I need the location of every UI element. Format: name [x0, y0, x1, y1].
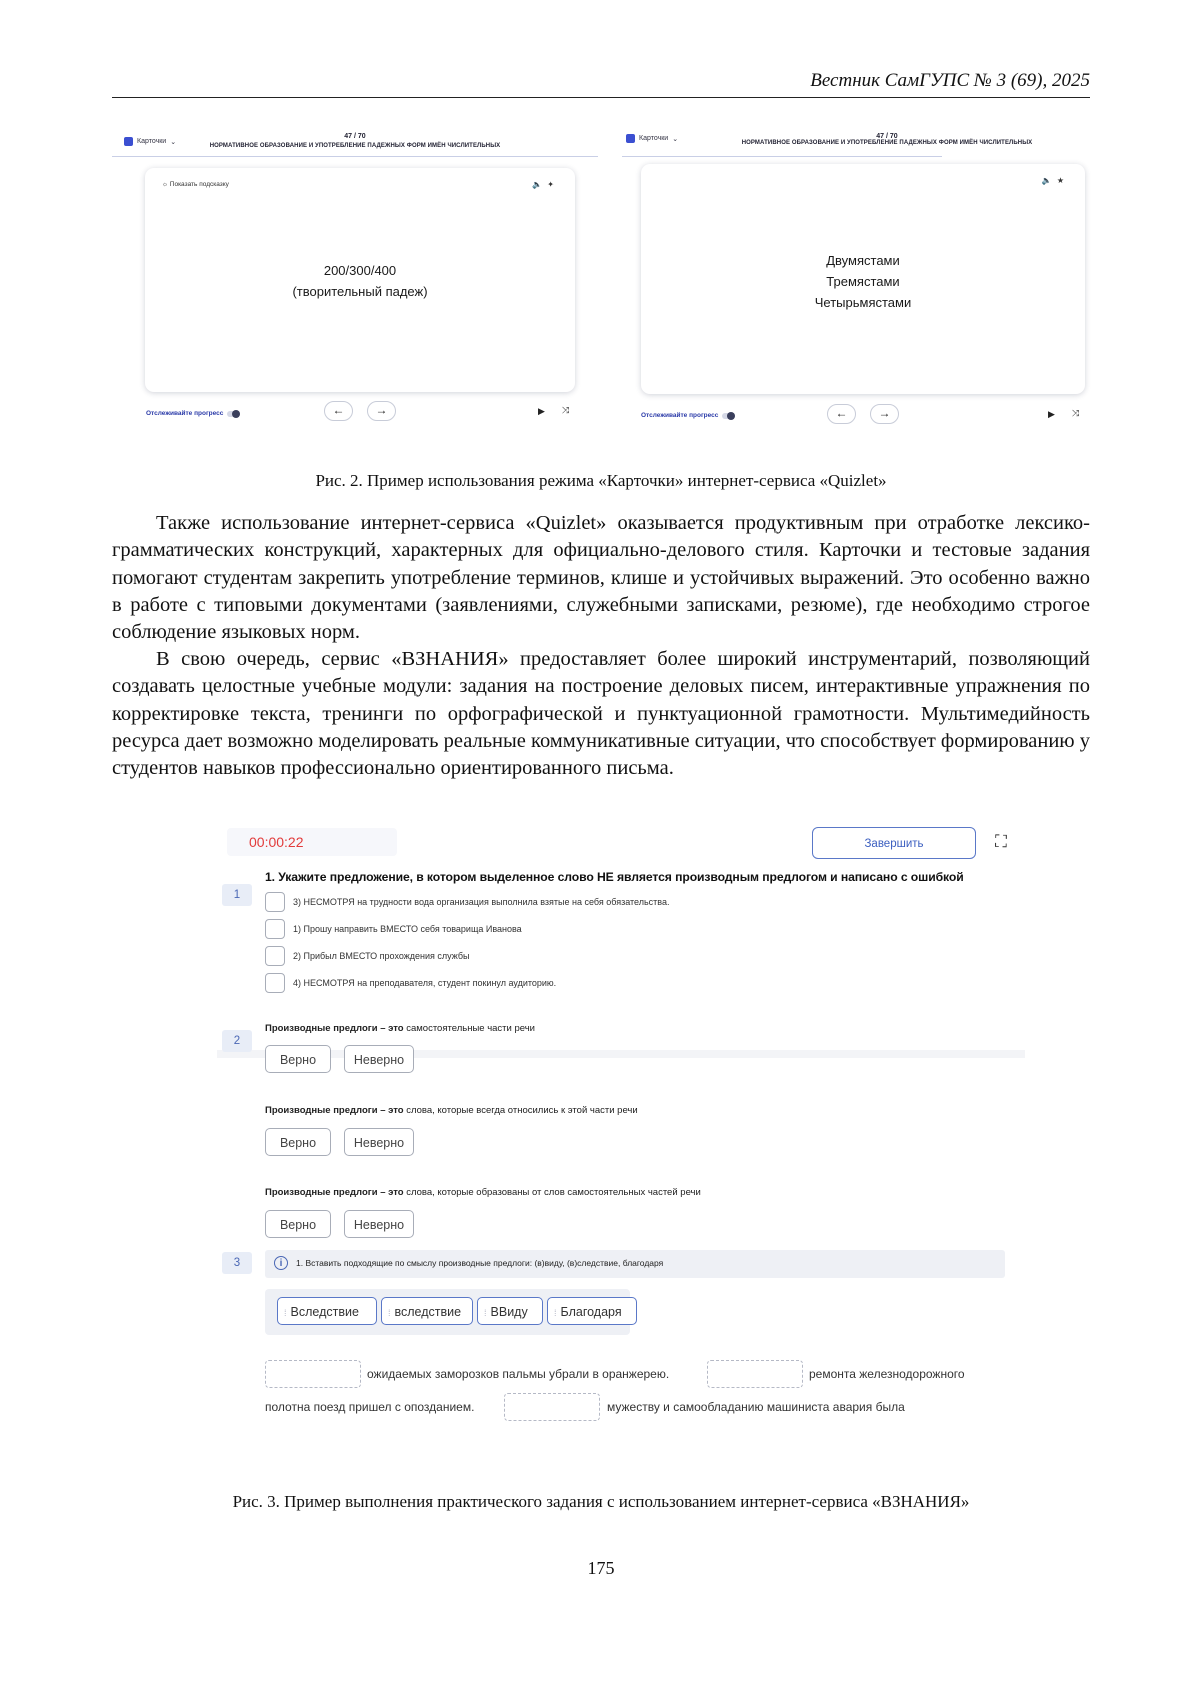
shuffle-icon[interactable]: ⤨ [1072, 408, 1080, 418]
answer-option[interactable] [265, 973, 556, 993]
sentence-text: полотна поезд пришел с опозданием. [265, 1400, 475, 1414]
timer: 00:00:22 [227, 828, 397, 856]
drag-handle-icon: ⁞ [388, 1308, 391, 1318]
question-number: 1 [222, 884, 252, 906]
vznaniya-screenshot [217, 820, 1025, 1470]
statement [265, 1105, 638, 1116]
sound-icon[interactable]: 🔈 [532, 180, 548, 189]
next-card-button[interactable]: → [367, 401, 396, 421]
toggle-switch[interactable] [227, 411, 240, 417]
prev-card-button[interactable]: ← [827, 404, 856, 424]
page-number: 175 [587, 1558, 615, 1578]
shuffle-icon[interactable]: ⤨ [562, 405, 570, 415]
play-icon[interactable]: ▶ [538, 406, 545, 416]
draggable-word[interactable] [381, 1297, 473, 1325]
question-number: 2 [222, 1030, 252, 1052]
star-icon[interactable]: ★ [1056, 176, 1069, 185]
question-title: 1. Укажите предложение, в котором выделенное слово НЕ является производным предлогом и написано с ошибкой [265, 870, 964, 884]
drop-slot[interactable] [707, 1360, 803, 1388]
drop-slot[interactable] [504, 1393, 600, 1421]
body-paragraph: В свою очередь, сервис «ВЗНАНИЯ» предоставляет более широкий инструментарий, позволяющий создавать целостные учебные модули: задания на построение деловых писем, интерактивные упражнения по корректировке текста, тренинги по орфографической и пунктуационной грамотности. Мультимедийность ресурса дает возможно моделировать реальные коммуникативные ситуации, что способствует формированию у студентов навыков профессионально ориентированного письма. [112, 648, 1090, 780]
figure-3-caption: Рис. 3. Пример выполнения практического задания с использованием интернет-сервиса «ВЗНАНИЯ» [232, 1492, 970, 1511]
card-line: Двумястами [826, 253, 900, 268]
next-card-button[interactable]: → [870, 404, 899, 424]
test-toolbar [217, 820, 1025, 868]
card-line: (творительный падеж) [292, 284, 428, 299]
true-button[interactable]: Верно [265, 1128, 331, 1156]
set-title: НОРМАТИВНОЕ ОБРАЗОВАНИЕ И УПОТРЕБЛЕНИЕ ПАДЕЖНЫХ ФОРМ ИМЁН ЧИСЛИТЕЛЬНЫХ [741, 140, 1033, 146]
deck-label: Карточки [137, 138, 167, 145]
prev-card-button[interactable]: ← [324, 401, 353, 421]
statement-lead: Производные предлоги – это [265, 1187, 404, 1198]
track-progress-label: Отслеживайте прогресс [146, 410, 224, 417]
quizlet-screenshot-right [622, 128, 1092, 428]
statement [265, 1023, 535, 1034]
checkbox[interactable] [265, 892, 285, 912]
chevron-down-icon: ⌄ [672, 135, 679, 143]
checkbox[interactable] [265, 973, 285, 993]
true-button[interactable]: Верно [265, 1045, 331, 1073]
statement [265, 1187, 701, 1198]
draggable-word[interactable] [277, 1297, 377, 1325]
set-title: НОРМАТИВНОЕ ОБРАЗОВАНИЕ И УПОТРЕБЛЕНИЕ ПАДЕЖНЫХ ФОРМ ИМЁН ЧИСЛИТЕЛЬНЫХ [209, 143, 501, 149]
false-button[interactable]: Неверно [344, 1128, 414, 1156]
card-line: Тремястами [826, 274, 900, 289]
checkbox[interactable] [265, 946, 285, 966]
lightbulb-icon: ☼ [162, 181, 168, 188]
running-head: Вестник СамГУПС № 3 (69), 2025 [810, 70, 1090, 91]
flashcard[interactable] [641, 164, 1085, 394]
card-counter: 47 / 70 [344, 133, 366, 140]
card-actions [1042, 176, 1069, 185]
option-label: 4) НЕСМОТРЯ на преподавателя, студент покинул аудиторию. [293, 978, 557, 988]
hint-label: Показать подсказку [169, 181, 229, 188]
draggable-word[interactable] [477, 1297, 543, 1325]
answer-option[interactable] [265, 946, 470, 966]
drag-handle-icon: ⁞ [284, 1308, 287, 1318]
statement-lead: Производные предлоги – это [265, 1023, 404, 1034]
drag-handle-icon: ⁞ [554, 1308, 557, 1318]
word-label: Вследствие [290, 1305, 359, 1319]
statement-rest: слова, которые всегда относились к этой части речи [403, 1105, 638, 1116]
quizlet-topbar [112, 128, 598, 157]
quizlet-screenshot-left [112, 128, 598, 428]
checkbox[interactable] [265, 919, 285, 939]
statement-rest: самостоятельные части речи [403, 1023, 535, 1034]
answer-option[interactable] [265, 892, 670, 912]
deck-selector[interactable] [626, 134, 678, 143]
question-number: 3 [222, 1252, 252, 1274]
sentence-text: мужеству и самообладанию машиниста авария была [607, 1400, 905, 1414]
word-label: вследствие [394, 1305, 462, 1319]
statement-lead: Производные предлоги – это [265, 1105, 404, 1116]
instruction-text: 1. Вставить подходящие по смыслу производные предлоги: (в)виду, (в)следствие, благодаря [296, 1258, 664, 1268]
show-hint-link[interactable] [162, 181, 229, 188]
word-bank [265, 1289, 630, 1335]
option-label: 2) Прибыл ВМЕСТО прохождения службы [293, 951, 470, 961]
header-rule [112, 97, 1090, 98]
false-button[interactable]: Неверно [344, 1045, 414, 1073]
finish-button[interactable]: Завершить [812, 827, 976, 859]
fullscreen-icon[interactable]: ⛶ [995, 832, 1007, 851]
card-text [641, 250, 1085, 313]
flashcard[interactable] [145, 168, 575, 392]
chevron-down-icon: ⌄ [170, 138, 177, 146]
sentence-text: ожидаемых заморозков пальмы убрали в оранжерею. [367, 1367, 670, 1381]
deck-label: Карточки [639, 135, 669, 142]
cards-icon [626, 134, 635, 143]
drop-slot[interactable] [265, 1360, 361, 1388]
draggable-word[interactable] [547, 1297, 637, 1325]
card-line: Четырьмястами [814, 295, 912, 310]
card-counter: 47 / 70 [876, 133, 898, 140]
option-label: 1) Прошу направить ВМЕСТО себя товарища Иванова [293, 924, 522, 934]
star-icon[interactable]: ✦ [547, 180, 559, 189]
answer-option[interactable] [265, 919, 522, 939]
card-actions [532, 180, 559, 189]
track-progress-label: Отслеживайте прогресс [641, 412, 719, 419]
play-icon[interactable]: ▶ [1048, 409, 1055, 419]
sound-icon[interactable]: 🔈 [1041, 176, 1057, 185]
drag-handle-icon: ⁞ [484, 1308, 487, 1318]
figure-2-caption: Рис. 2. Пример использования режима «Карточки» интернет-сервиса «Quizlet» [315, 471, 887, 490]
false-button[interactable]: Неверно [344, 1210, 414, 1238]
true-button[interactable]: Верно [265, 1210, 331, 1238]
card-text [145, 260, 575, 302]
card-line: 200/300/400 [323, 263, 397, 278]
option-label: 3) НЕСМОТРЯ на трудности вода организация выполнила взятые на себя обязательства. [293, 897, 670, 907]
word-label: ВВиду [490, 1305, 528, 1319]
track-progress-toggle[interactable] [146, 410, 240, 417]
body-paragraph: Также использование интернет-сервиса «Quizlet» оказывается продуктивным при отработке лексико-грамматических конструкций, характерных для официально-делового стиля. Карточки и тестовые задания помогают студентам закрепить употребление терминов, клише и устойчивых выражений. Это особенно важно в работе с типовыми документами (заявлениями, служебными записками, резюме), где необходимо строгое соблюдение языковых норм. [112, 512, 1090, 644]
toggle-switch[interactable] [722, 413, 735, 419]
word-label: Благодаря [560, 1305, 622, 1319]
instruction-bar [265, 1250, 1005, 1278]
info-icon: i [274, 1256, 288, 1270]
sentence-text: ремонта железнодорожного [809, 1367, 965, 1381]
track-progress-toggle[interactable] [641, 412, 735, 419]
statement-rest: слова, которые образованы от слов самостоятельных частей речи [403, 1187, 701, 1198]
